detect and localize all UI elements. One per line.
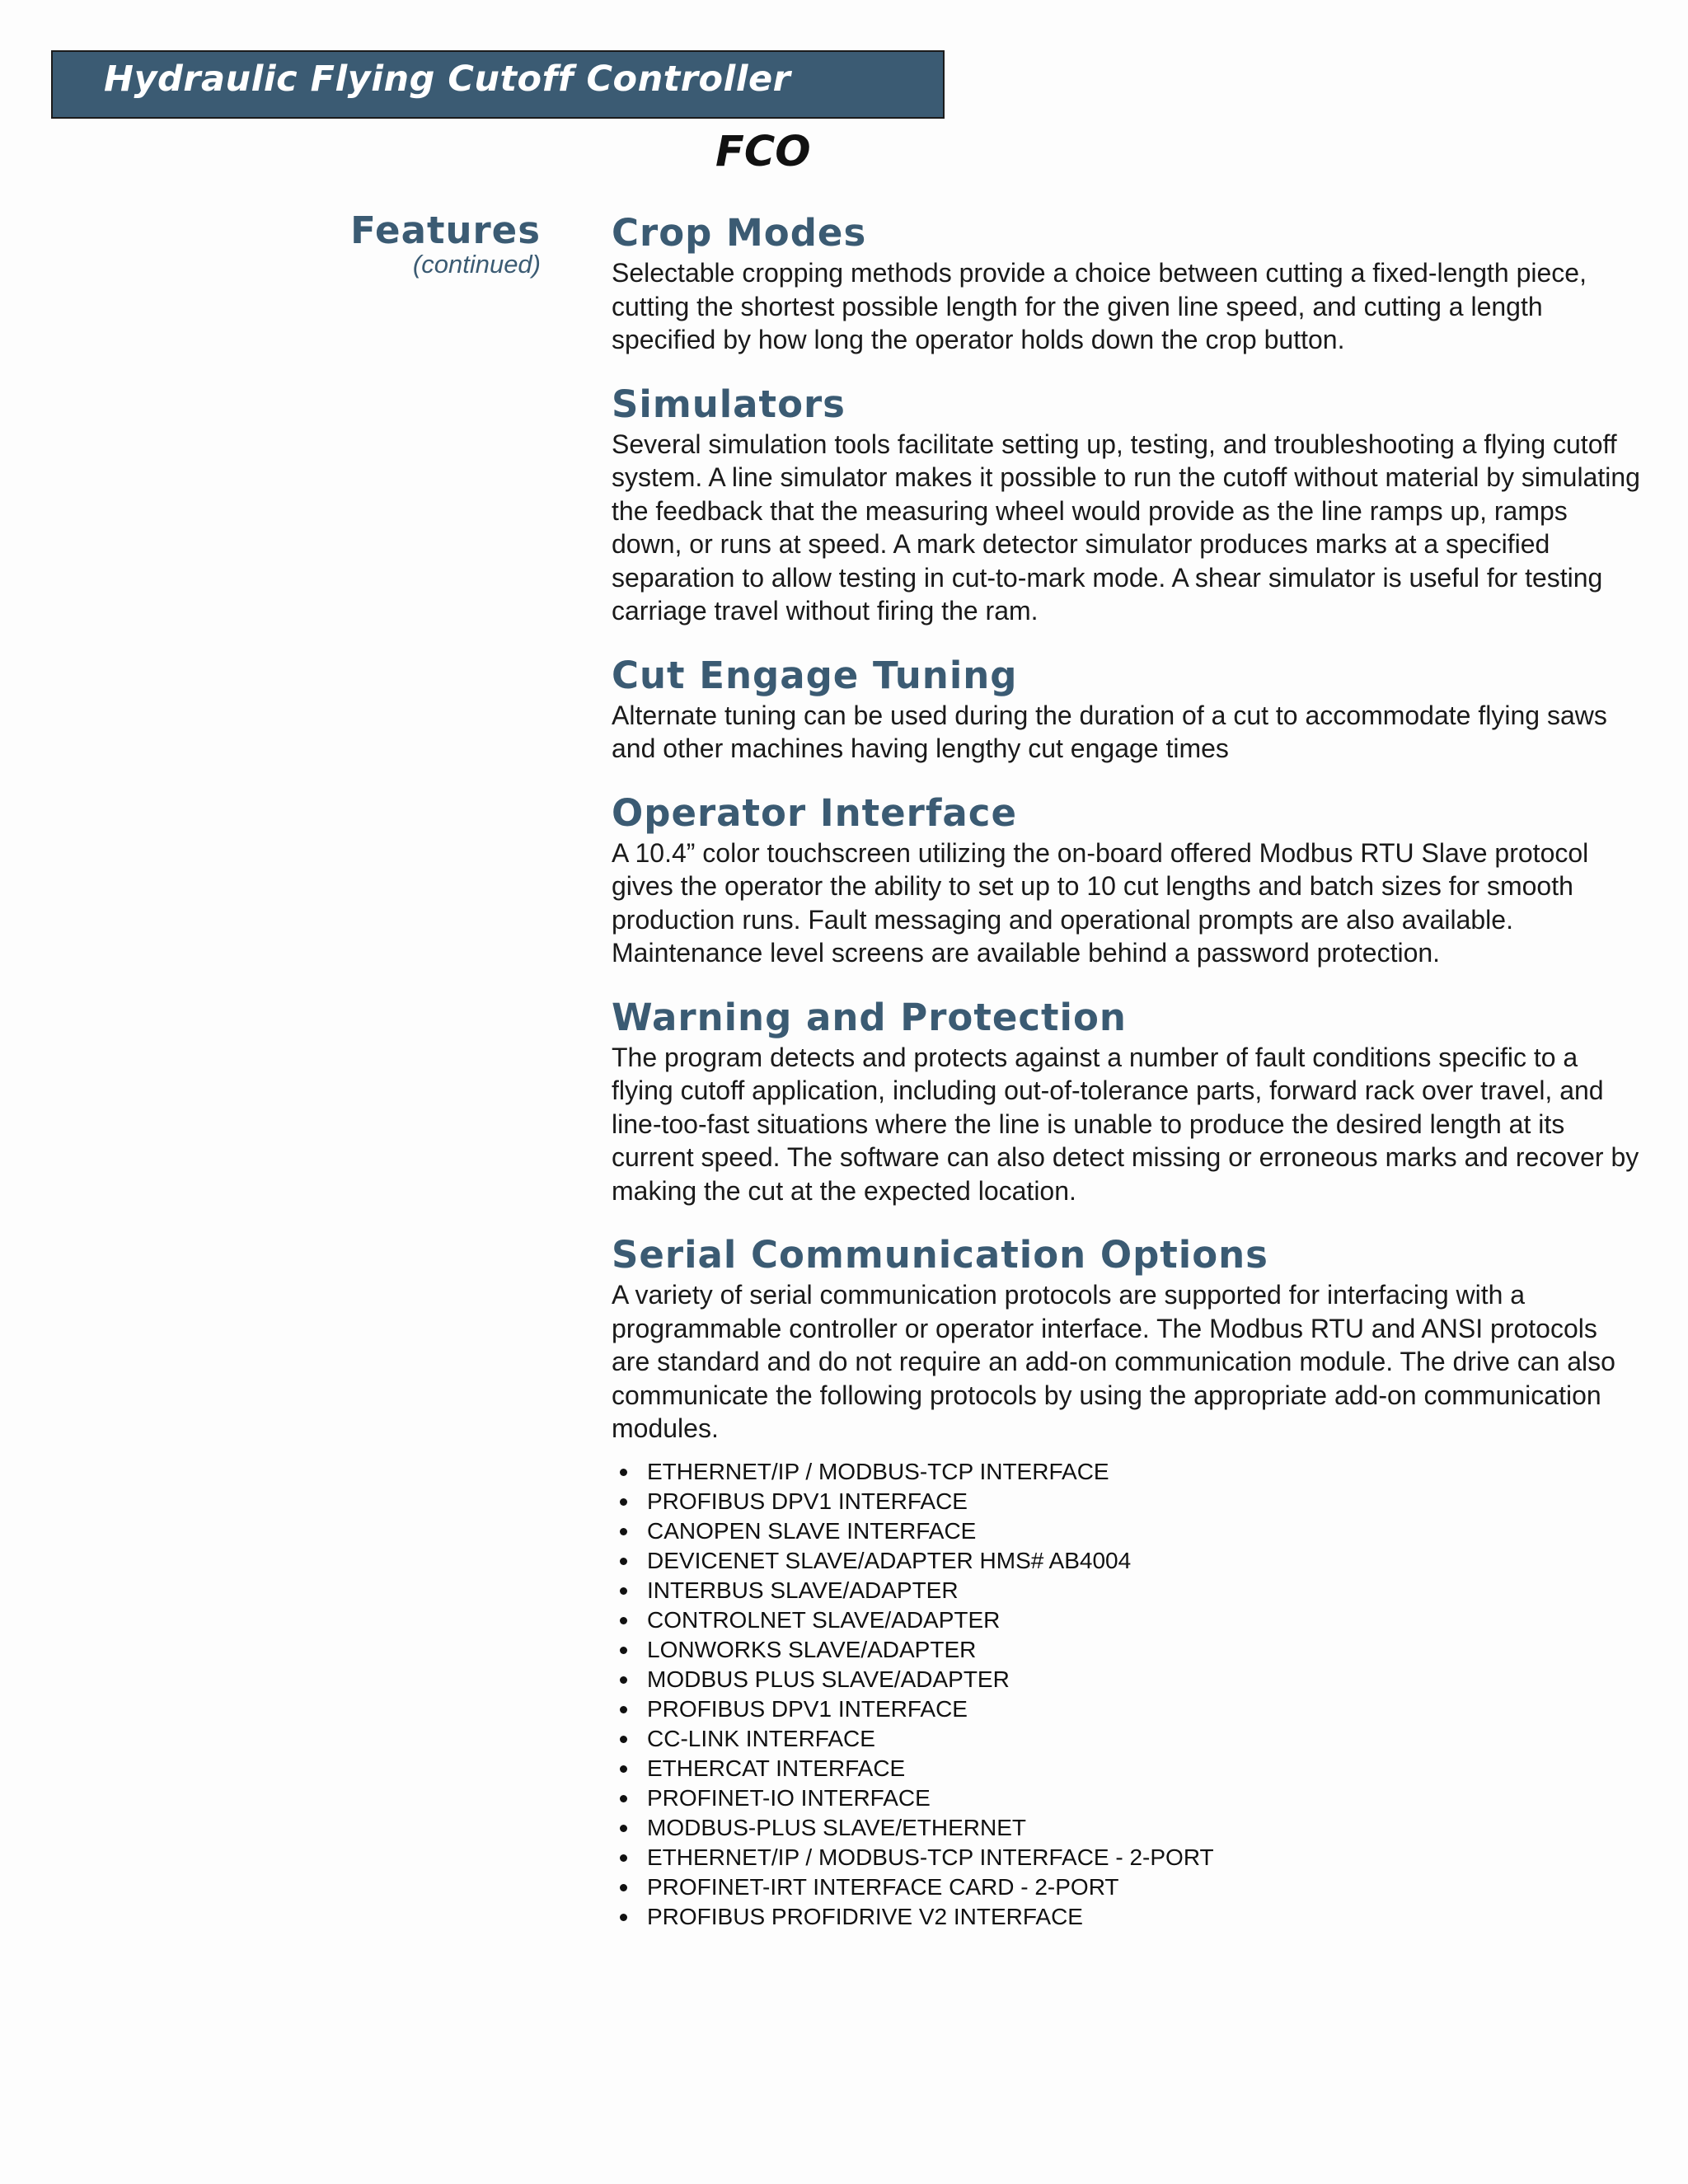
section-serial-communication-options	[612, 1232, 1642, 1932]
protocol-label: MODBUS PLUS SLAVE/ADAPTER	[647, 1666, 1010, 1692]
section-body: Alternate tuning can be used during the duration of a cut to accommodate flying saws and other machines having lengthy cut engage times	[612, 700, 1607, 763]
section-cut-engage-tuning	[612, 653, 1642, 766]
protocol-label: PROFIBUS DPV1 INTERFACE	[647, 1488, 968, 1514]
section-heading: Crop Modes	[612, 211, 867, 255]
bullet-icon	[620, 1914, 627, 1921]
section-body: The program detects and protects against a number of fault conditions specific to a flying cutoff application, including out-of-tolerance parts, forward rack over travel, and line-too-fast situations where the line is unable to produce the desired length at its current speed. The software can also detect missing or erroneous marks and recover by making the cut at the expected location.	[612, 1042, 1639, 1206]
list-item	[612, 1872, 1642, 1902]
list-item	[612, 1665, 1642, 1694]
features-side-heading	[350, 210, 541, 279]
protocol-label: MODBUS-PLUS SLAVE/ETHERNET	[647, 1814, 1027, 1840]
features-content	[612, 210, 1642, 1957]
bullet-icon	[620, 1528, 627, 1535]
bullet-icon	[620, 1825, 627, 1832]
bullet-icon	[620, 1765, 627, 1773]
list-item	[612, 1457, 1642, 1487]
list-item	[612, 1902, 1642, 1932]
protocol-list	[612, 1457, 1642, 1932]
section-warning-and-protection	[612, 995, 1642, 1208]
protocol-label: CONTROLNET SLAVE/ADAPTER	[647, 1606, 1001, 1633]
list-item	[612, 1635, 1642, 1665]
features-title: Features	[350, 209, 541, 252]
protocol-label: ETHERNET/IP / MODBUS-TCP INTERFACE	[647, 1458, 1109, 1484]
protocol-label: ETHERNET/IP / MODBUS-TCP INTERFACE - 2-PORT	[647, 1844, 1214, 1870]
protocol-label: CANOPEN SLAVE INTERFACE	[647, 1517, 977, 1544]
features-subtitle: (continued)	[412, 249, 541, 279]
list-item	[612, 1605, 1642, 1635]
list-item	[612, 1546, 1642, 1576]
bullet-icon	[620, 1469, 627, 1476]
bullet-icon	[620, 1587, 627, 1595]
list-item	[612, 1783, 1642, 1813]
section-heading: Cut Engage Tuning	[612, 653, 1018, 697]
section-simulators	[612, 382, 1642, 628]
bullet-icon	[620, 1854, 627, 1862]
protocol-label: PROFINET-IRT INTERFACE CARD - 2-PORT	[647, 1873, 1119, 1900]
list-item	[612, 1576, 1642, 1605]
section-heading: Warning and Protection	[612, 995, 1127, 1039]
list-item	[612, 1843, 1642, 1872]
protocol-label: LONWORKS SLAVE/ADAPTER	[647, 1636, 977, 1662]
section-heading: Operator Interface	[612, 790, 1017, 835]
section-heading: Serial Communication Options	[612, 1233, 1268, 1277]
protocol-label: DEVICENET SLAVE/ADAPTER HMS# AB4004	[647, 1547, 1132, 1573]
protocol-label: ETHERCAT INTERFACE	[647, 1755, 906, 1781]
section-operator-interface	[612, 790, 1642, 970]
section-body: A variety of serial communication protocols are supported for interfacing with a programmable controller or operator interface. The Modbus RTU and ANSI protocols are standard and do not require an add-on communication module. The drive can also communicate the following protocols by using the appropriate add-on communication modules.	[612, 1280, 1615, 1443]
bullet-icon	[620, 1736, 627, 1743]
bullet-icon	[620, 1498, 627, 1506]
section-body: Several simulation tools facilitate setting up, testing, and troubleshooting a flying cutoff system. A line simulator makes it possible to run the cutoff without material by simulating the feedback that the measuring wheel would provide as the line ramps up, ramps down, or runs at speed. A mark detector simulator produces marks at a specified separation to allow testing in cut-to-mark mode. A shear simulator is useful for testing carriage travel without firing the ram.	[612, 429, 1640, 626]
list-item	[612, 1516, 1642, 1546]
protocol-label: CC-LINK INTERFACE	[647, 1725, 875, 1751]
section-body: Selectable cropping methods provide a choice between cutting a fixed-length piece, cutting the shortest possible length for the given line speed, and cutting a length specified by how long the operator holds down the crop button.	[612, 258, 1587, 354]
list-item	[612, 1813, 1642, 1843]
list-item	[612, 1694, 1642, 1724]
bullet-icon	[620, 1884, 627, 1891]
section-crop-modes	[612, 210, 1642, 357]
section-body: A 10.4” color touchscreen utilizing the on-board offered Modbus RTU Slave protocol gives the operator the ability to set up to 10 cut lengths and batch sizes for smooth production runs. Fault messaging and operational prompts are also available. Maintenance level screens are available behind a password protection.	[612, 837, 1589, 968]
list-item	[612, 1487, 1642, 1516]
bullet-icon	[620, 1795, 627, 1802]
list-item	[612, 1754, 1642, 1783]
protocol-label: PROFIBUS PROFIDRIVE V2 INTERFACE	[647, 1903, 1083, 1929]
document-title: Hydraulic Flying Cutoff Controller	[104, 59, 791, 100]
bullet-icon	[620, 1676, 627, 1684]
protocol-label: PROFINET-IO INTERFACE	[647, 1784, 931, 1811]
title-banner	[51, 50, 945, 119]
bullet-icon	[620, 1558, 627, 1565]
bullet-icon	[620, 1706, 627, 1713]
bullet-icon	[620, 1647, 627, 1654]
section-heading: Simulators	[612, 382, 846, 426]
protocol-label: INTERBUS SLAVE/ADAPTER	[647, 1577, 959, 1603]
product-code: FCO	[715, 128, 811, 176]
bullet-icon	[620, 1617, 627, 1624]
protocol-label: PROFIBUS DPV1 INTERFACE	[647, 1695, 968, 1722]
list-item	[612, 1724, 1642, 1754]
